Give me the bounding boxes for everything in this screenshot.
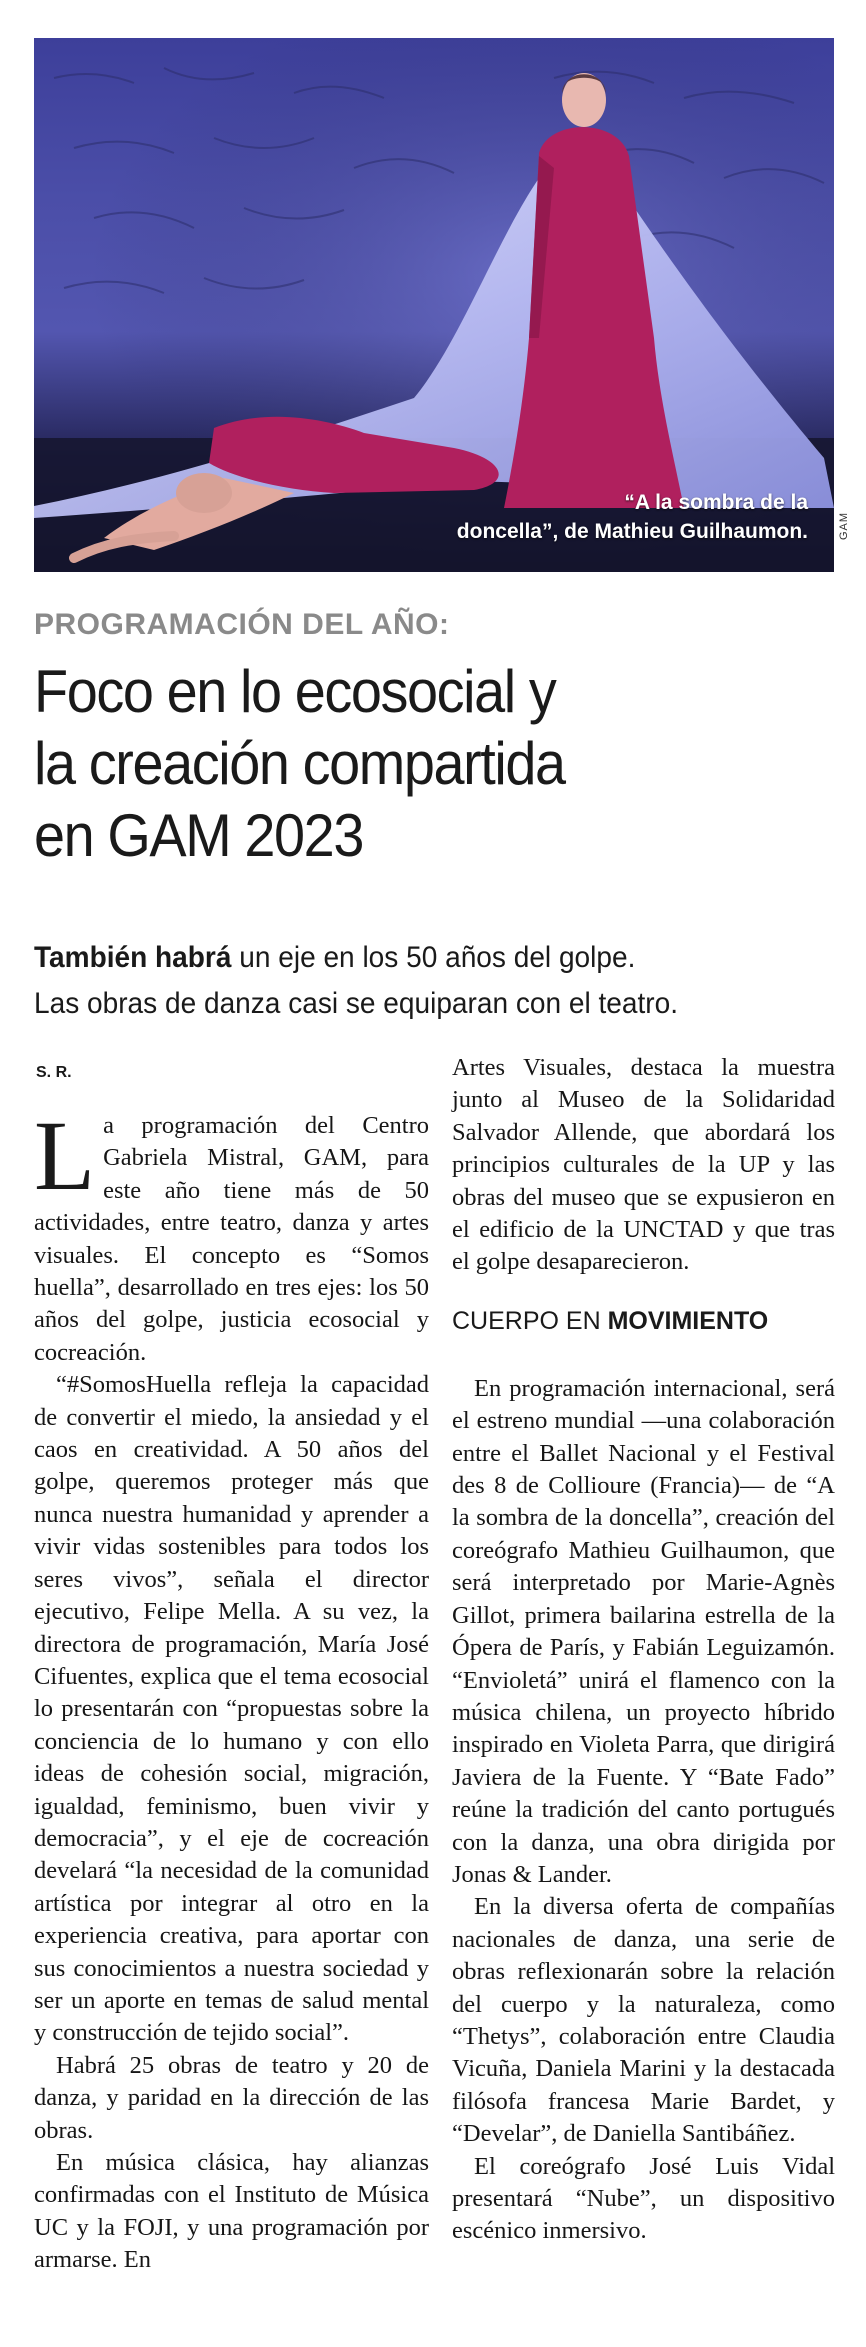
body-paragraph: El coreógrafo José Luis Vidal presentará “Nube”, un dispositivo escénico inmersivo. <box>452 2152 835 2245</box>
body-paragraph: Habrá 25 obras de teatro y 20 de danza, y paridad en la dirección de las obras. <box>34 2051 429 2144</box>
headline-line1: Foco en lo ecosocial y <box>34 658 556 725</box>
article-deck <box>34 935 810 1027</box>
body-paragraph: En música clásica, hay alianzas confirmadas con el Instituto de Música UC y la FOJI, y una programación por armarse. En <box>34 2149 429 2274</box>
article-photo <box>34 38 834 572</box>
photo-caption <box>378 488 808 546</box>
deck-line1 <box>34 935 810 981</box>
photo-credit: GAM <box>838 511 850 540</box>
section-subhead <box>452 1305 835 1337</box>
subhead-bold: MOVIMIENTO <box>607 1306 769 1335</box>
deck-line2: Las obras de danza casi se equiparan con el teatro. <box>34 987 679 1020</box>
body-column-right <box>452 1052 835 2248</box>
deck-rest: un eje en los 50 años del golpe. <box>231 941 636 974</box>
subhead-light: CUERPO EN <box>452 1306 608 1335</box>
photo-caption-line2: doncella”, de Mathieu Guilhaumon. <box>456 520 808 543</box>
article-headline <box>34 656 787 872</box>
drop-cap: L <box>34 1100 96 1211</box>
body-column-left <box>34 1100 429 2277</box>
body-paragraph: En la diversa oferta de compañías nacionales de danza, una serie de obras reflexionarán sobre la relación del cuerpo y la naturaleza, como “Thetys”, colaboración entre Claudia Vicuña, Daniela Marini y la destacada filósofa francesa Marie Bardet, y “Develar”, de Daniella Santibáñez. <box>452 1893 835 2148</box>
photo-caption-line1: “A la sombra de la <box>624 491 808 514</box>
headline-line3: en GAM 2023 <box>34 802 363 869</box>
paragraph-text: a programación del Centro Gabriela Mistral, GAM, para este año tiene más de 50 actividades, entre teatro, danza y artes visuales. El concepto es “Somos huella”, desarrollado en tres ejes: los 50 años del golpe, justicia ecosocial y cocreación. <box>34 1112 429 1366</box>
article-kicker: PROGRAMACIÓN DEL AÑO: <box>34 608 450 641</box>
headline-line2: la creación compartida <box>34 730 565 797</box>
body-paragraph: “#SomosHuella refleja la capacidad de convertir el miedo, la ansiedad y el caos en creatividad. A 50 años del golpe, queremos proteger más que nunca nuestra humanidad y aprender a vivir vidas sostenibles para todos los seres vivos”, señala el director ejecutivo, Felipe Mella. A su vez, la directora de programación, María José Cifuentes, explica que el tema ecosocial lo presentarán con “propuestas sobre la conciencia de lo humano y con ello ideas de cohesión social, migración, igualdad, feminismo, buen vivir y democracia”, y el eje de cocreación develará “la necesidad de la comunidad artística por integrar al otro en la experiencia creativa, para aportar con sus conocimientos a nuestra sociedad y ser un aporte en temas de salud mental y construcción de tejido social”. <box>34 1371 429 2047</box>
deck-lead: También habrá <box>34 941 232 974</box>
body-paragraph: Artes Visuales, destaca la muestra junto al Museo de la Solidaridad Salvador Allende, que abordará los principios culturales de la UP y las obras del museo que se expusieron en el edificio de la UNCTAD y que tras el golpe desaparecieron. <box>452 1054 835 1276</box>
body-paragraph: En programación internacional, será el estreno mundial —una colaboración entre el Ballet Nacional y el Festival des 8 de Collioure (Francia)— de “A la sombra de la doncella”, creación del coreógrafo Mathieu Guilhaumon, que será interpretado por Marie-Agnès Gillot, primera bailarina estrella de la Ópera de París, y Fabián Leguizamón. “Envioletá” unirá el flamenco con la música chilena, un proyecto híbrido inspirado en Violeta Parra, que dirigirá Javiera de la Fuente. Y “Bate Fado” reúne la tradición del canto portugués con la danza, una obra dirigida por Jonas & Lander. <box>452 1374 835 1888</box>
byline: S. R. <box>36 1064 72 1081</box>
body-paragraph <box>34 1100 429 1369</box>
